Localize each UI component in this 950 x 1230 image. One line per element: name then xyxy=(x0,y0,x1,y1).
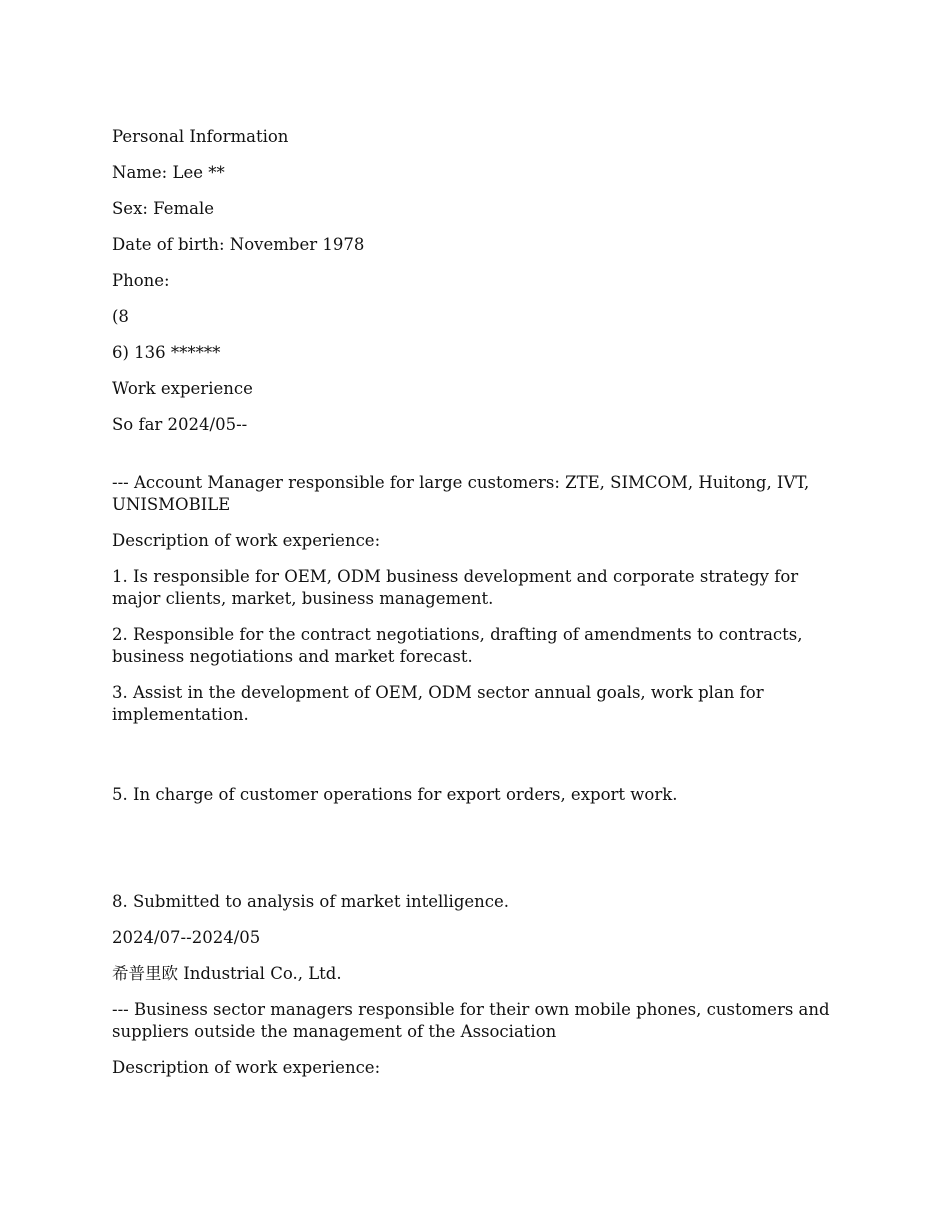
job-2-role: --- Business sector managers responsible for their own mobile phones, customers and suppliers outside the management of the Association xyxy=(112,1000,830,1041)
job-1-duty-3: 3. Assist in the development of OEM, ODM sector annual goals, work plan for implementation. xyxy=(112,683,764,724)
job-1-duty-5: 5. In charge of customer operations for export orders, export work. xyxy=(112,785,678,804)
job-1-period: So far 2024/05-- xyxy=(112,415,248,434)
job-2-company: 希普里欧 Industrial Co., Ltd. xyxy=(112,964,342,983)
date-of-birth-line: Date of birth: November 1978 xyxy=(112,235,365,254)
job-1-duty-1: 1. Is responsible for OEM, ODM business development and corporate strategy for major clients, market, business management. xyxy=(112,567,799,608)
job-1-duty-8: 8. Submitted to analysis of market intelligence. xyxy=(112,892,510,911)
job-1-description-heading: Description of work experience: xyxy=(112,531,381,550)
sex-line: Sex: Female xyxy=(112,199,215,218)
job-1-duty-2: 2. Responsible for the contract negotiations, drafting of amendments to contracts, business negotiations and market forecast. xyxy=(112,625,803,666)
phone-label: Phone: xyxy=(112,271,170,290)
section-heading-personal-information: Personal Information xyxy=(112,127,289,146)
resume-page xyxy=(112,126,842,1093)
phone-fragment-1: (8 xyxy=(112,307,129,326)
section-heading-work-experience: Work experience xyxy=(112,379,253,398)
name-line: Name: Lee ** xyxy=(112,163,225,182)
phone-fragment-2: 6) 136 ****** xyxy=(112,343,221,362)
job-2-description-heading: Description of work experience: xyxy=(112,1058,381,1077)
job-1-role: --- Account Manager responsible for large customers: ZTE, SIMCOM, Huitong, IVT, UNISMOBILE xyxy=(112,473,810,514)
job-2-period: 2024/07--2024/05 xyxy=(112,928,261,947)
